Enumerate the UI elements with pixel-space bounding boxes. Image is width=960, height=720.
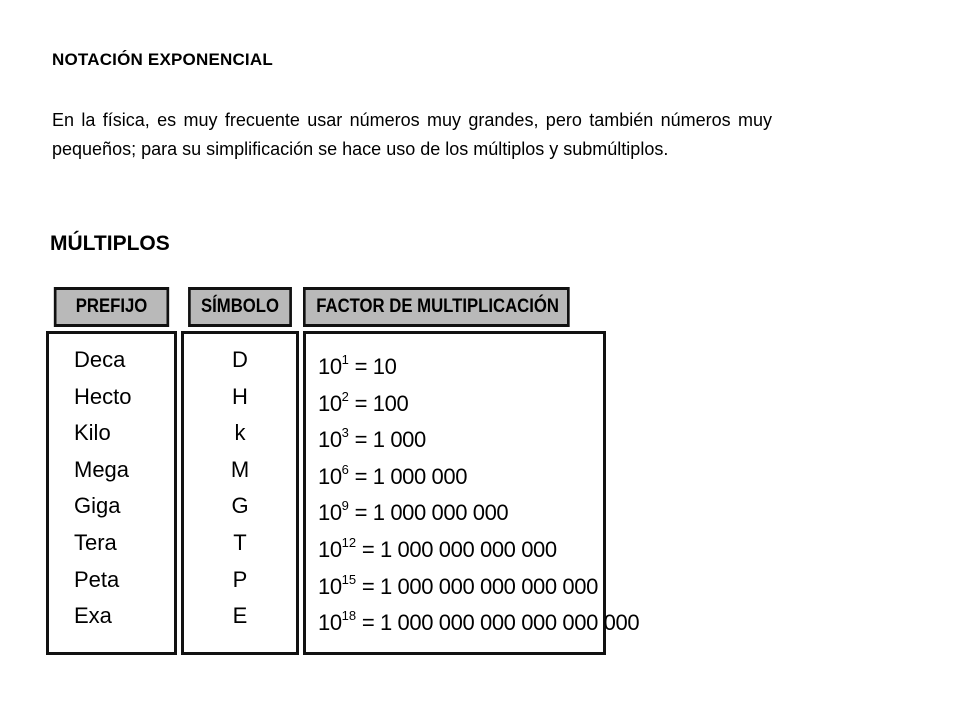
factor-base: 10	[318, 463, 342, 489]
prefix-cell: Kilo	[74, 420, 111, 446]
symbol-cell: M	[230, 456, 250, 482]
prefix-cell: Deca	[74, 347, 126, 372]
factor-exponent: 15	[341, 571, 357, 587]
prefix-cell: Exa	[74, 603, 112, 629]
factor-cell	[306, 452, 603, 488]
factor-value: = 1 000 000 000	[348, 500, 509, 526]
prefix-cell: Mega	[74, 456, 130, 482]
symbol-column-body	[181, 331, 299, 655]
factor-base: 10	[318, 500, 342, 526]
symbol-cell: T	[233, 530, 247, 555]
factor-value: = 1 000 000	[348, 463, 468, 489]
prefix-column	[46, 287, 177, 655]
factor-cell	[306, 379, 603, 415]
factor-base: 10	[318, 537, 342, 562]
prefix-cell: Tera	[74, 530, 117, 555]
factor-value: = 10	[348, 354, 397, 379]
symbol-cell: H	[232, 383, 248, 409]
prefix-cell: Hecto	[74, 383, 132, 409]
factor-value: = 1 000	[348, 427, 426, 453]
symbol-cell: D	[232, 347, 248, 372]
page-heading: NOTACIÓN EXPONENCIAL	[52, 50, 273, 69]
factor-cell	[306, 488, 603, 524]
factor-cell	[306, 598, 640, 636]
factor-exponent: 2	[341, 388, 349, 404]
factor-cell	[306, 525, 603, 561]
factor-base: 10	[318, 427, 342, 453]
intro-paragraph: En la física, es muy frecuente usar números muy grandes, pero también números muy pequeños; para su simplificación se hace uso de los múltiplos y submúltiplos.	[52, 110, 772, 159]
factor-value: = 1 000 000 000 000 000 000	[356, 610, 640, 636]
factor-exponent: 3	[341, 425, 349, 441]
prefix-cell: Peta	[74, 566, 120, 592]
factor-exponent: 9	[341, 498, 349, 514]
section-title: MÚLTIPLOS	[50, 232, 170, 255]
symbol-column	[181, 287, 299, 655]
factor-exponent: 12	[341, 535, 357, 550]
factor-exponent: 1	[341, 352, 349, 367]
symbol-cell: G	[231, 493, 249, 519]
prefix-column-body	[46, 331, 177, 655]
symbol-cell: k	[234, 420, 246, 446]
factor-base: 10	[318, 610, 342, 636]
factor-column	[303, 287, 640, 655]
symbol-cell: P	[232, 566, 248, 592]
factor-value: = 100	[348, 390, 409, 416]
multiples-table	[46, 287, 640, 655]
factor-cell	[306, 562, 603, 598]
factor-exponent: 18	[341, 608, 357, 624]
symbol-cell: E	[232, 603, 248, 629]
factor-column-body	[303, 331, 640, 655]
symbol-header: SÍMBOLO	[188, 287, 292, 327]
factor-base: 10	[318, 354, 342, 379]
prefix-cell: Giga	[74, 493, 121, 519]
factor-base: 10	[318, 390, 342, 416]
factor-exponent: 6	[341, 461, 349, 477]
factor-cell	[306, 415, 603, 451]
factor-value: = 1 000 000 000 000	[356, 537, 557, 562]
factor-cell	[306, 342, 603, 378]
factor-header: FACTOR DE MULTIPLICACIÓN	[303, 287, 570, 327]
factor-value: = 1 000 000 000 000 000	[356, 573, 598, 599]
factor-base: 10	[318, 573, 342, 599]
prefix-header: PREFIJO	[54, 287, 169, 327]
